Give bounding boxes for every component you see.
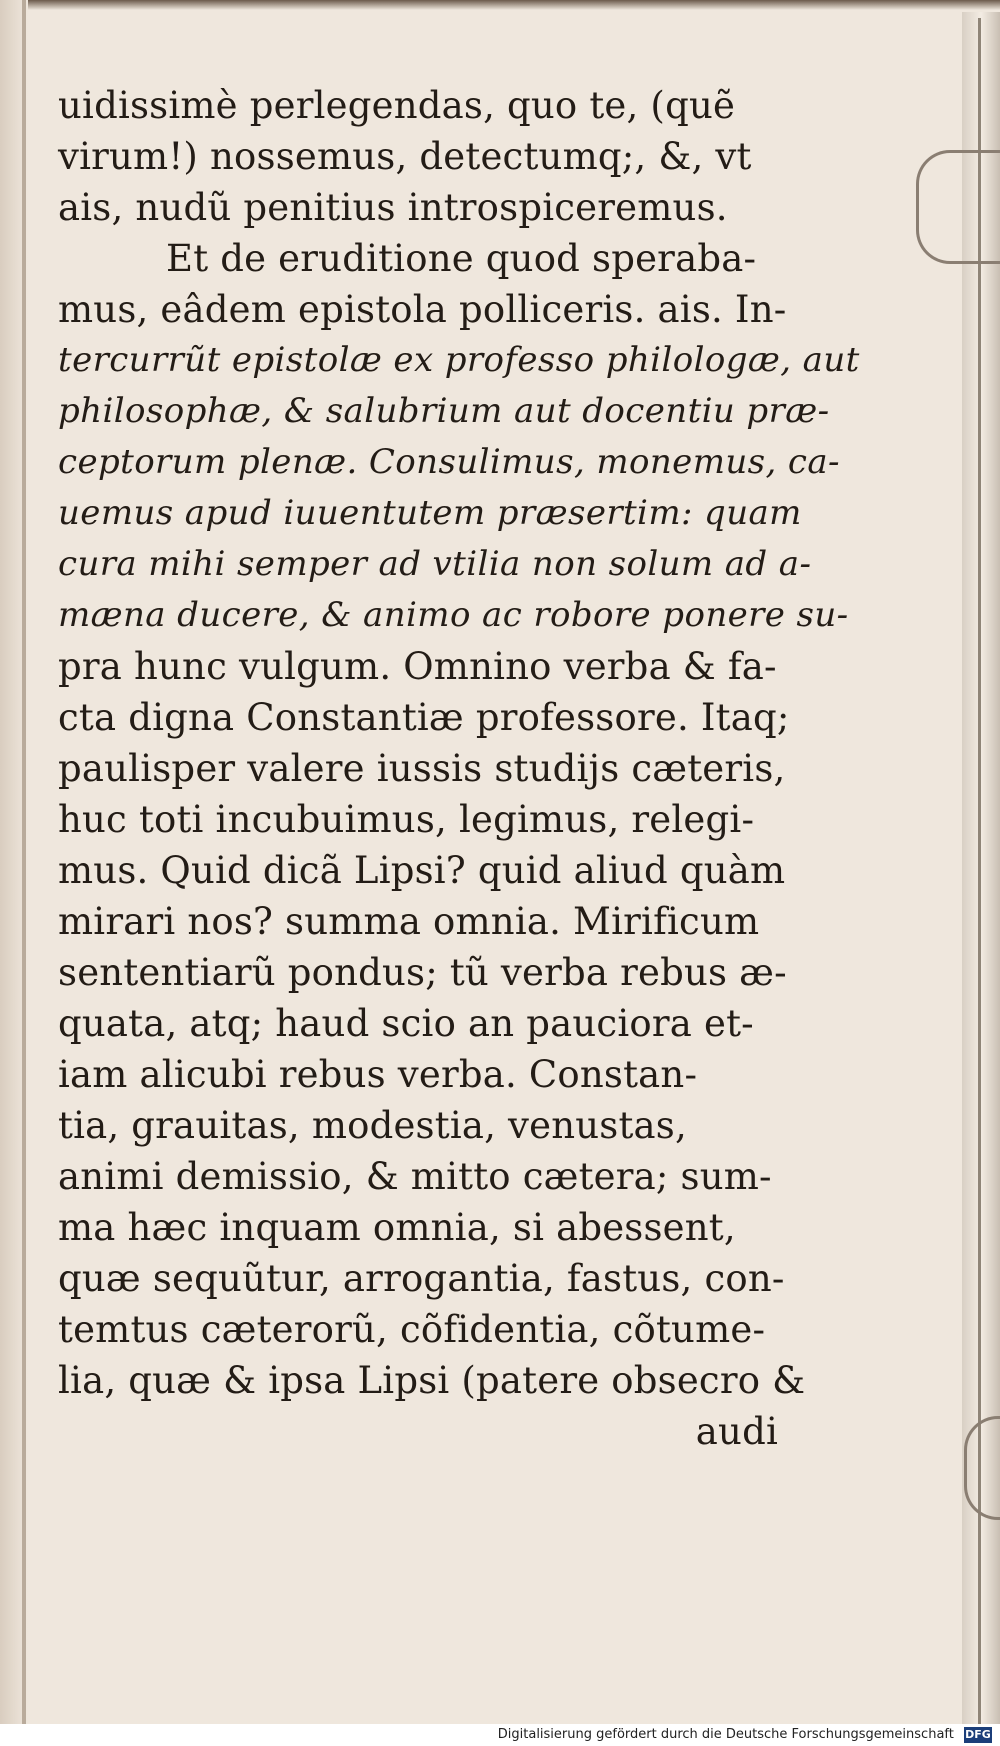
text-line: virum!) nossemus, detectumq;, &, vt	[58, 135, 752, 178]
page-clip-top	[916, 150, 1000, 264]
body-text	[58, 80, 860, 1457]
text-line: mæna ducere, & animo ac robore ponere su-	[58, 595, 849, 635]
text-line: tia, grauitas, modestia, venustas,	[58, 1104, 687, 1147]
text-line: pra hunc vulgum. Omnino verba & fa-	[58, 645, 777, 688]
text-line: lia, quæ & ipsa Lipsi (patere obsecro &	[58, 1359, 806, 1402]
text-line: sententiarũ pondus; tũ verba rebus æ-	[58, 951, 787, 994]
text-line: Et de eruditione quod speraba-	[166, 237, 757, 280]
footer-credit: Digitalisierung gefördert durch die Deutsche Forschungsgemeinschaft	[497, 1727, 954, 1742]
dfg-logo: DFG	[965, 1728, 991, 1741]
text-line: huc toti incubuimus, legimus, relegi-	[58, 798, 755, 841]
text-line: uidissimè perlegendas, quo te, (quẽ	[58, 84, 736, 127]
text-line: quata, atq; haud scio an pauciora et-	[58, 1002, 754, 1045]
text-line: animi demissio, & mitto cætera; sum-	[58, 1155, 772, 1198]
gutter-line	[22, 0, 26, 1746]
text-line: temtus cæterorũ, cõfidentia, cõtume-	[58, 1308, 766, 1351]
page-top-edge	[0, 0, 1000, 10]
text-line: philosophæ, & salubrium aut docentiu præ-	[58, 391, 830, 431]
text-line: cura mihi semper ad vtilia non solum ad a-	[58, 544, 812, 584]
text-line: ceptorum plenæ. Consulimus, monemus, ca-	[58, 442, 840, 482]
text-line: iam alicubi rebus verba. Constan-	[58, 1053, 698, 1096]
text-line: tercurrũt epistolæ ex professo philologæ, aut	[58, 340, 860, 380]
text-line: paulisper valere iussis studijs cæteris,	[58, 747, 786, 790]
text-line: ais, nudũ penitius introspiceremus.	[58, 186, 728, 229]
catchword: audi	[695, 1410, 778, 1453]
text-line: quæ sequũtur, arrogantia, fastus, con-	[58, 1257, 785, 1300]
text-line: cta digna Constantiæ professore. Itaq;	[58, 696, 790, 739]
text-line: uemus apud iuuentutem præsertim: quam	[58, 493, 802, 533]
text-line: mirari nos? summa omnia. Mirificum	[58, 900, 760, 943]
page-clip-bottom	[964, 1416, 1000, 1520]
digitization-footer	[0, 1724, 1000, 1746]
text-line: ma hæc inquam omnia, si abessent,	[58, 1206, 736, 1249]
text-line: mus, eâdem epistola polliceris. ais. In-	[58, 288, 787, 331]
text-line: mus. Quid dicã Lipsi? quid aliud quàm	[58, 849, 786, 892]
